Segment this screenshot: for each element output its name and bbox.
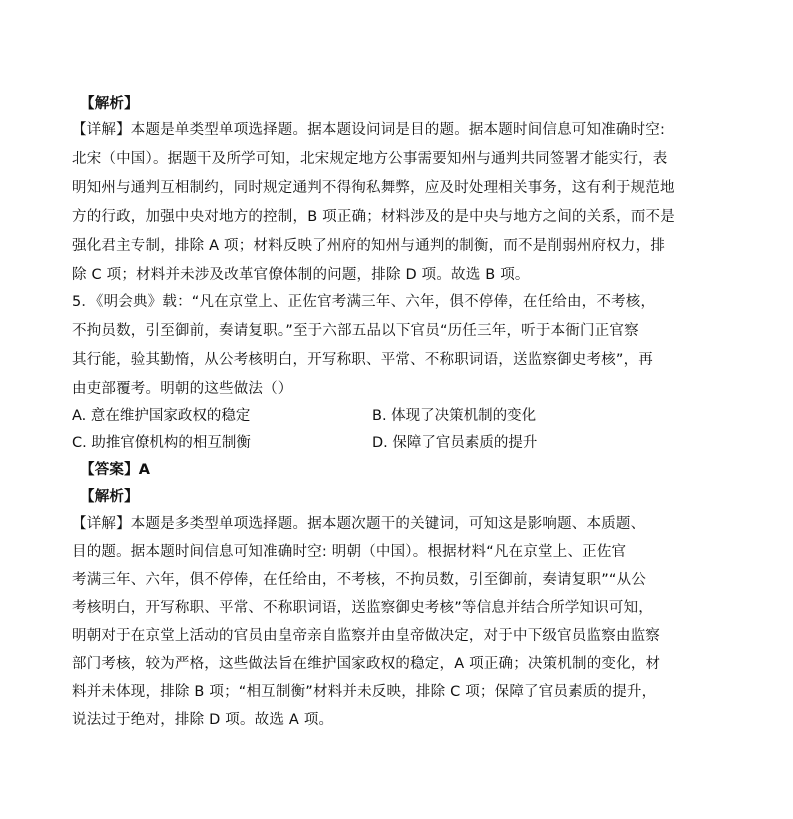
q4-analysis-heading: 【解析】: [80, 96, 139, 112]
q4-detail-line-6: 除 C 项；材料并未涉及改革官僚体制的问题，排除 D 项。故选 B 项。: [72, 267, 530, 283]
q5-option-b: B. 体现了决策机制的变化: [372, 408, 537, 424]
q5-answer: 【答案】A: [80, 462, 151, 478]
q5-detail-line-2: 目的题。据本题时间信息可知准确时空: 明朝（中国）。根据材料“凡在京堂上、正佐官: [72, 544, 627, 560]
q5-analysis-heading: 【解析】: [80, 489, 139, 505]
q5-detail-line-8: 说法过于绝对，排除 D 项。故选 A 项。: [72, 712, 334, 728]
q5-option-d: D. 保障了官员素质的提升: [372, 435, 538, 451]
q5-detail-line-4: 考核明白，开写称职、平常、不称职词语，送监察御史考核”等信息并结合所学知识可知，: [72, 600, 654, 616]
q5-stem-line-1: 5．《明会典》载：“凡在京堂上、正佐官考满三年、六年，俱不停俸，在任给由，不考核，: [72, 294, 656, 310]
q5-option-c: C. 助推官僚机构的相互制衡: [72, 435, 251, 451]
q5-detail-line-3: 考满三年、六年，俱不停俸，在任给由，不考核，不拘员数，引至御前，奏请复职”“从公: [72, 572, 647, 588]
q5-detail-line-1: 【详解】本题是多类型单项选择题。据本题次题干的关键词，可知这是影响题、本质题、: [72, 516, 646, 532]
q5-detail-line-7: 料并未体现，排除 B 项；“相互制衡”材料并未反映，排除 C 项；保障了官员素质的提升，: [72, 684, 657, 700]
q5-detail-line-6: 部门考核，较为严格，这些做法旨在维护国家政权的稳定，A 项正确；决策机制的变化，材: [72, 656, 661, 672]
q4-detail-line-3: 明知州与通判互相制约，同时规定通判不得徇私舞弊，应及时处理相关事务，这有利于规范地: [72, 180, 675, 196]
q5-stem-line-4: 由吏部覆考。明朝的这些做法（）: [72, 381, 293, 397]
q5-stem-line-3: 其行能，验其勤惰，从公考核明白，开写称职、平常、不称职词语，送监察御史考核”，再: [72, 352, 654, 368]
q4-detail-line-2: 北宋（中国）。据题干及所学可知，北宋规定地方公事需要知州与通判共同签署才能实行，表: [72, 151, 668, 167]
q5-option-a: A. 意在维护国家政权的稳定: [72, 408, 251, 424]
q4-detail-line-1: 【详解】本题是单类型单项选择题。据本题设问词是目的题。据本题时间信息可知准确时空:: [72, 122, 666, 138]
q5-stem-line-2: 不拘员数，引至御前，奏请复职。”至于六部五品以下官员“历任三年，听于本衙门正官察: [72, 323, 639, 339]
q4-detail-line-4: 方的行政，加强中央对地方的控制，B 项正确；材料涉及的是中央与地方之间的关系，而不是: [72, 209, 675, 225]
q4-detail-line-5: 强化君主专制，排除 A 项；材料反映了州府的知州与通判的制衡，而不是削弱州府权力，排: [72, 238, 666, 254]
q5-detail-line-5: 明朝对于在京堂上活动的官员由皇帝亲自监察并由皇帝做决定，对于中下级官员监察由监察: [72, 628, 660, 644]
